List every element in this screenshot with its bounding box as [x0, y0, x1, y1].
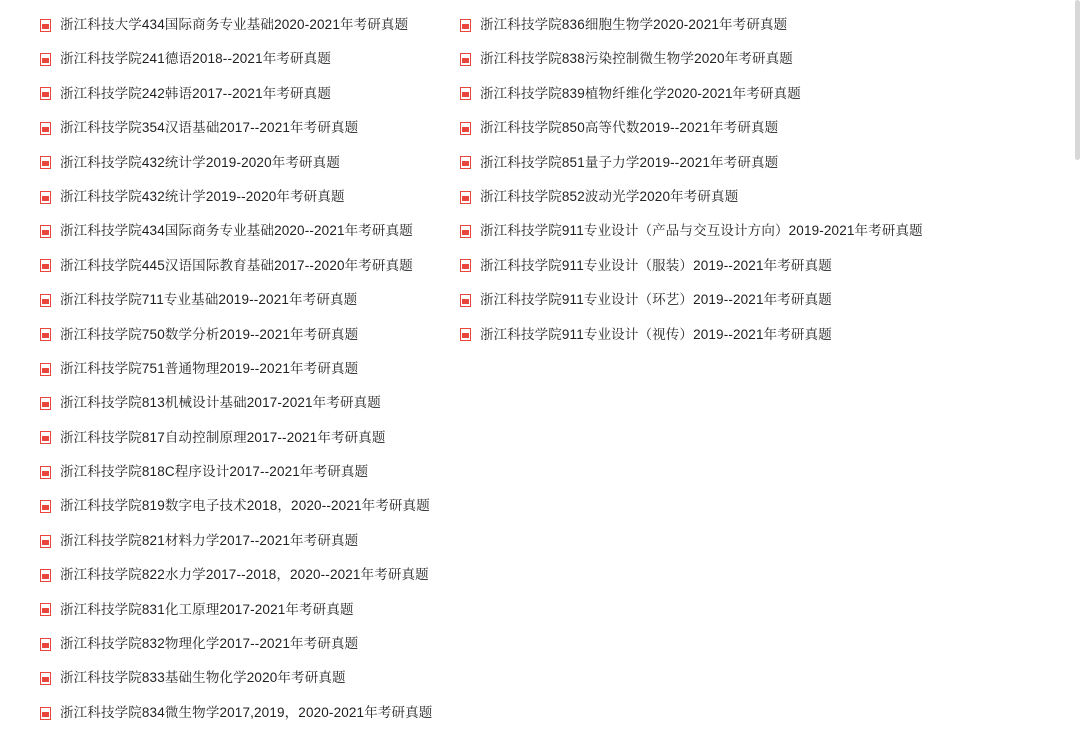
list-item-label: 浙江科技学院751普通物理2019--2021年考研真题: [60, 360, 359, 376]
pdf-file-icon: [40, 87, 51, 100]
list-item[interactable]: [40, 283, 460, 317]
list-item-label: 浙江科技学院911专业设计（视传）2019--2021年考研真题: [480, 326, 832, 342]
list-item[interactable]: [40, 77, 460, 111]
pdf-file-icon: [40, 603, 51, 616]
pdf-file-icon: [40, 19, 51, 32]
list-item[interactable]: [40, 146, 460, 180]
list-item-label: 浙江科技学院821材料力学2017--2021年考研真题: [60, 532, 359, 548]
list-item-label: 浙江科技学院839植物纤维化学2020-2021年考研真题: [480, 85, 801, 101]
list-item[interactable]: [40, 42, 460, 76]
pdf-file-icon: [460, 122, 471, 135]
list-item-label: 浙江科技学院911专业设计（服装）2019--2021年考研真题: [480, 257, 832, 273]
pdf-file-icon: [460, 19, 471, 32]
list-item[interactable]: [460, 214, 1020, 248]
list-item[interactable]: [460, 42, 1020, 76]
pdf-file-icon: [40, 500, 51, 513]
list-item-label: 浙江科技学院818C程序设计2017--2021年考研真题: [60, 464, 369, 480]
list-item[interactable]: [460, 283, 1020, 317]
list-item-label: 浙江科技学院434国际商务专业基础2020--2021年考研真题: [60, 223, 413, 239]
list-item[interactable]: [40, 455, 460, 489]
list-item[interactable]: [40, 661, 460, 695]
pdf-file-icon: [40, 638, 51, 651]
list-item-label: 浙江科技大学434国际商务专业基础2020-2021年考研真题: [60, 17, 409, 32]
list-item[interactable]: [460, 180, 1020, 214]
list-item[interactable]: [40, 558, 460, 592]
list-item-label: 浙江科技学院354汉语基础2017--2021年考研真题: [60, 120, 359, 136]
list-item-label: 浙江科技学院836细胞生物学2020-2021年考研真题: [480, 17, 788, 32]
pdf-file-icon: [40, 259, 51, 272]
pdf-file-icon: [40, 156, 51, 169]
list-item-label: 浙江科技学院838污染控制微生物学2020年考研真题: [480, 51, 793, 67]
list-item-label: 浙江科技学院242韩语2017--2021年考研真题: [60, 85, 331, 101]
list-item[interactable]: [40, 696, 460, 730]
file-list-column-left: [40, 8, 460, 730]
list-item[interactable]: [460, 77, 1020, 111]
pdf-file-icon: [460, 259, 471, 272]
pdf-file-icon: [460, 191, 471, 204]
list-item[interactable]: [40, 111, 460, 145]
pdf-file-icon: [460, 294, 471, 307]
list-item-label: 浙江科技学院831化工原理2017-2021年考研真题: [60, 601, 354, 617]
list-item-label: 浙江科技学院832物理化学2017--2021年考研真题: [60, 636, 359, 652]
pdf-file-icon: [40, 431, 51, 444]
list-item[interactable]: [40, 214, 460, 248]
list-item-label: 浙江科技学院817自动控制原理2017--2021年考研真题: [60, 429, 386, 445]
pdf-file-icon: [40, 294, 51, 307]
list-item-label: 浙江科技学院241德语2018--2021年考研真题: [60, 51, 331, 67]
pdf-file-icon: [40, 397, 51, 410]
pdf-file-icon: [460, 225, 471, 238]
list-item[interactable]: [40, 386, 460, 420]
list-item[interactable]: [40, 524, 460, 558]
list-item[interactable]: [40, 593, 460, 627]
pdf-file-icon: [40, 363, 51, 376]
list-item-label: 浙江科技学院822水力学2017--2018，2020--2021年考研真题: [60, 567, 429, 583]
list-item[interactable]: [460, 249, 1020, 283]
list-item-label: 浙江科技学院813机械设计基础2017-2021年考研真题: [60, 395, 381, 411]
list-item[interactable]: [460, 8, 1020, 42]
list-item[interactable]: [460, 318, 1020, 352]
pdf-file-icon: [40, 569, 51, 582]
list-item[interactable]: [460, 146, 1020, 180]
list-item[interactable]: [40, 627, 460, 661]
pdf-file-icon: [460, 87, 471, 100]
scrollbar[interactable]: [1074, 0, 1080, 723]
pdf-file-icon: [40, 122, 51, 135]
pdf-file-icon: [460, 156, 471, 169]
list-item[interactable]: [40, 421, 460, 455]
pdf-file-icon: [40, 53, 51, 66]
pdf-file-icon: [40, 707, 51, 720]
pdf-file-icon: [460, 328, 471, 341]
pdf-file-icon: [40, 225, 51, 238]
list-item[interactable]: [40, 180, 460, 214]
pdf-file-icon: [40, 672, 51, 685]
list-item[interactable]: [40, 249, 460, 283]
pdf-file-icon: [40, 535, 51, 548]
list-item[interactable]: [40, 489, 460, 523]
list-item[interactable]: [40, 352, 460, 386]
scrollbar-thumb[interactable]: [1075, 0, 1080, 160]
list-item-label: 浙江科技学院432统计学2019--2020年考研真题: [60, 188, 345, 204]
pdf-file-icon: [460, 53, 471, 66]
list-item-label: 浙江科技学院445汉语国际教育基础2017--2020年考研真题: [60, 257, 413, 273]
file-list-column-right: [460, 8, 1020, 352]
list-item-label: 浙江科技学院911专业设计（环艺）2019--2021年考研真题: [480, 292, 832, 308]
list-item-label: 浙江科技学院750数学分析2019--2021年考研真题: [60, 326, 359, 342]
list-item-label: 浙江科技学院911专业设计（产品与交互设计方向）2019-2021年考研真题: [480, 223, 923, 239]
list-item-label: 浙江科技学院711专业基础2019--2021年考研真题: [60, 292, 358, 308]
list-item-label: 浙江科技学院852波动光学2020年考研真题: [480, 188, 739, 204]
list-item-label: 浙江科技学院819数字电子技术2018，2020--2021年考研真题: [60, 498, 430, 514]
list-item-label: 浙江科技学院851量子力学2019--2021年考研真题: [480, 154, 779, 170]
list-item-label: 浙江科技学院834微生物学2017,2019，2020-2021年考研真题: [60, 704, 433, 720]
list-item[interactable]: [40, 8, 460, 42]
pdf-file-icon: [40, 191, 51, 204]
list-item[interactable]: [40, 318, 460, 352]
list-item[interactable]: [460, 111, 1020, 145]
list-item-label: 浙江科技学院432统计学2019-2020年考研真题: [60, 154, 340, 170]
pdf-file-icon: [40, 466, 51, 479]
list-item-label: 浙江科技学院850高等代数2019--2021年考研真题: [480, 120, 779, 136]
list-item-label: 浙江科技学院833基础生物化学2020年考研真题: [60, 670, 346, 686]
pdf-file-icon: [40, 328, 51, 341]
